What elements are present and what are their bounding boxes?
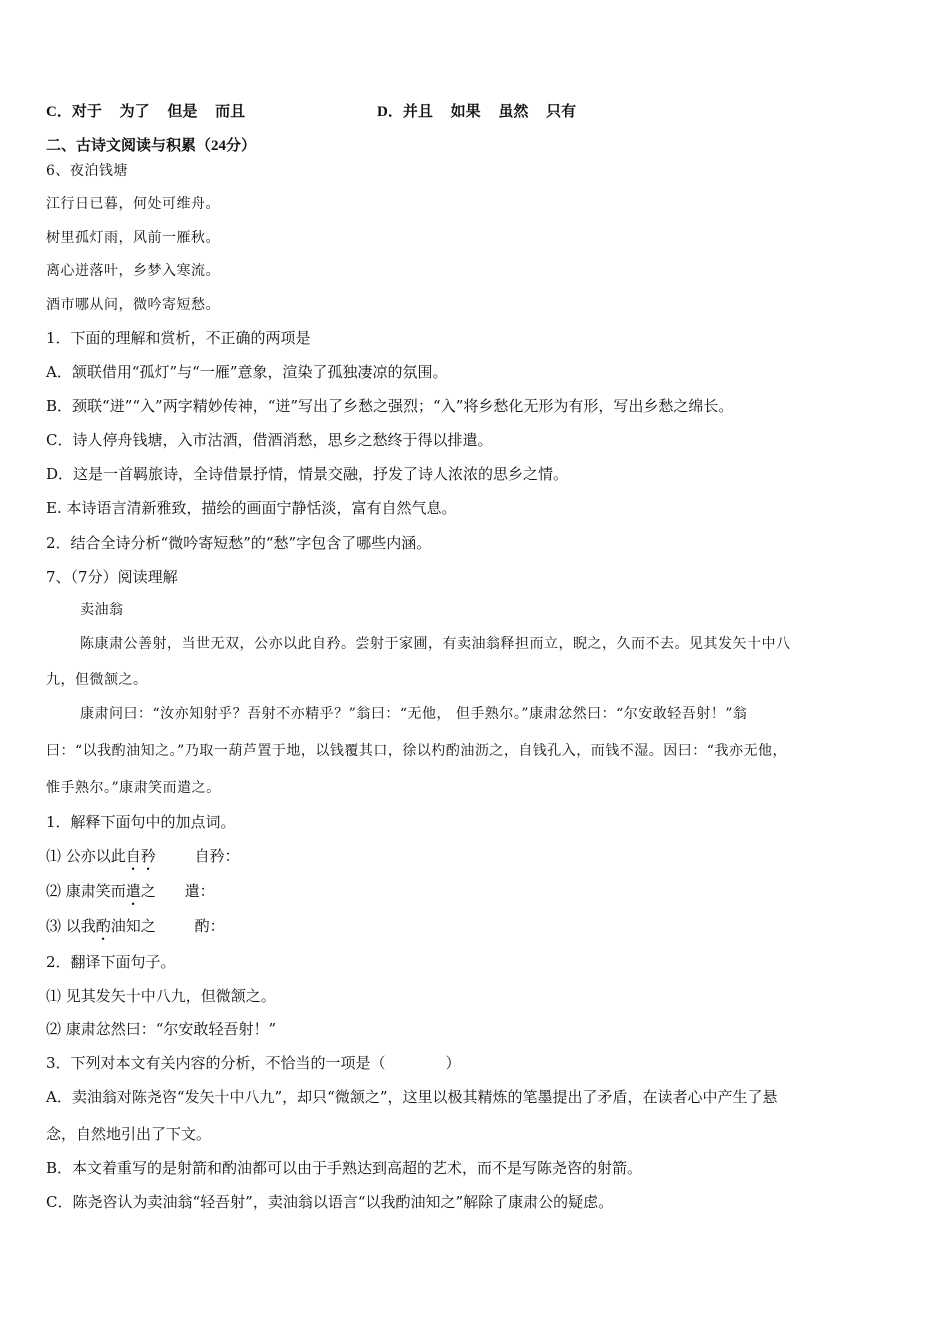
- passage-line: 曰：“以我酌油知之。”乃取一葫芦置于地，以钱覆其口，徐以杓酌油沥之，自钱孔入，而钱不湿。因曰：“我亦无他，: [46, 743, 787, 759]
- answer-label: 遣：: [184, 882, 215, 900]
- translate-item: ⑴ 见其发矢十中八九，但微颔之。: [46, 987, 276, 1005]
- poem-title: 6、夜泊钱塘: [46, 163, 128, 179]
- question-text: 2．结合全诗分析“微吟寄短愁”的“愁”字包含了哪些内涵。: [46, 534, 432, 552]
- poem-line: 江行日已暮，何处可维舟。: [46, 196, 220, 212]
- option-d: [377, 102, 590, 122]
- poem-line: 酒市哪从问，微吟寄短愁。: [46, 297, 220, 313]
- answer-option: D．这是一首羁旅诗，全诗借景抒情，情景交融，抒发了诗人浓浓的思乡之情。: [46, 465, 569, 483]
- answer-option: E. 本诗语言清新雅致，描绘的画面宁静恬淡，富有自然气息。: [46, 499, 457, 517]
- question-text: 2．翻译下面句子。: [46, 953, 176, 971]
- poem-line: 树里孤灯雨，风前一雁秋。: [46, 230, 220, 246]
- answer-option: C．陈尧咨认为卖油翁“轻吾射”，卖油翁以语言“以我酌油知之”解除了康肃公的疑虑。: [46, 1193, 614, 1211]
- option-c-label: C．对于: [46, 104, 102, 120]
- dotted-word: 遣: [125, 882, 141, 900]
- word-item: [46, 846, 240, 874]
- passage-line: 惟手熟尔。”康肃笑而遣之。: [46, 780, 221, 796]
- poem-line: 离心迸落叶，乡梦入寒流。: [46, 263, 220, 279]
- passage-line: 陈康肃公善射，当世无双，公亦以此自矜。尝射于家圃，有卖油翁释担而立，睨之，久而不去。见其发矢十中八: [80, 636, 791, 652]
- option-d-item: 只有: [546, 104, 577, 120]
- answer-label: 自矜：: [194, 847, 240, 865]
- answer-option: B．本文着重写的是射箭和酌油都可以由于手熟达到高超的艺术，而不是写陈尧咨的射箭。: [46, 1159, 643, 1177]
- option-c: [46, 102, 259, 122]
- option-c-item: 但是: [167, 104, 198, 120]
- word-item-suffix: 之: [140, 882, 156, 900]
- word-item: [46, 916, 225, 944]
- question-text: 1．下面的理解和赏析，不正确的两项是: [46, 329, 311, 347]
- dotted-word: 自矜: [125, 847, 156, 865]
- passage-line: 九，但微颔之。: [46, 672, 148, 688]
- option-d-item: 如果: [450, 104, 481, 120]
- question-heading: 7、（7分）阅读理解: [46, 568, 178, 586]
- answer-label: 酌：: [194, 917, 225, 935]
- section-heading: 二、古诗文阅读与积累（24分）: [46, 138, 257, 154]
- option-c-item: 为了: [119, 104, 150, 120]
- word-item-prefix: ⑵ 康肃笑而: [46, 882, 126, 900]
- answer-option: A．颔联借用“孤灯”与“一雁”意象，渲染了孤独凄凉的氛围。: [46, 363, 448, 381]
- word-item: [46, 881, 215, 909]
- passage-title: 卖油翁: [80, 602, 124, 618]
- word-item-prefix: ⑶ 以我: [46, 917, 96, 935]
- answer-option: B．颈联“迸”“入”两字精妙传神，“迸”写出了乡愁之强烈；“入”将乡愁化无形为有形，写出乡愁之绵长。: [46, 397, 734, 415]
- option-c-item: 而且: [215, 104, 246, 120]
- word-item-suffix: 油知之: [110, 917, 156, 935]
- question-text: 3．下列对本文有关内容的分析，不恰当的一项是（ ）: [46, 1054, 461, 1072]
- option-d-label: D．并且: [377, 104, 433, 120]
- question-text: 1．解释下面句中的加点词。: [46, 813, 236, 831]
- answer-option: C．诗人停舟钱塘，入市沽酒，借酒消愁，思乡之愁终于得以排遣。: [46, 431, 493, 449]
- option-d-item: 虽然: [498, 104, 529, 120]
- answer-option-continued: 念，自然地引出了下文。: [46, 1125, 212, 1143]
- dotted-word: 酌: [95, 917, 111, 935]
- answer-option: A．卖油翁对陈尧咨“发矢十中八九”，却只“微颔之”，这里以极其精炼的笔墨提出了矛盾，在读者心中产生了悬: [46, 1088, 778, 1106]
- translate-item: ⑵ 康肃忿然曰：“尔安敢轻吾射！”: [46, 1020, 277, 1038]
- passage-line: 康肃问曰：“汝亦知射乎？吾射不亦精乎？”翁曰：“无他， 但手熟尔。”康肃忿然曰：“尔安敢轻吾射！”翁: [80, 706, 748, 722]
- word-item-prefix: ⑴ 公亦以此: [46, 847, 126, 865]
